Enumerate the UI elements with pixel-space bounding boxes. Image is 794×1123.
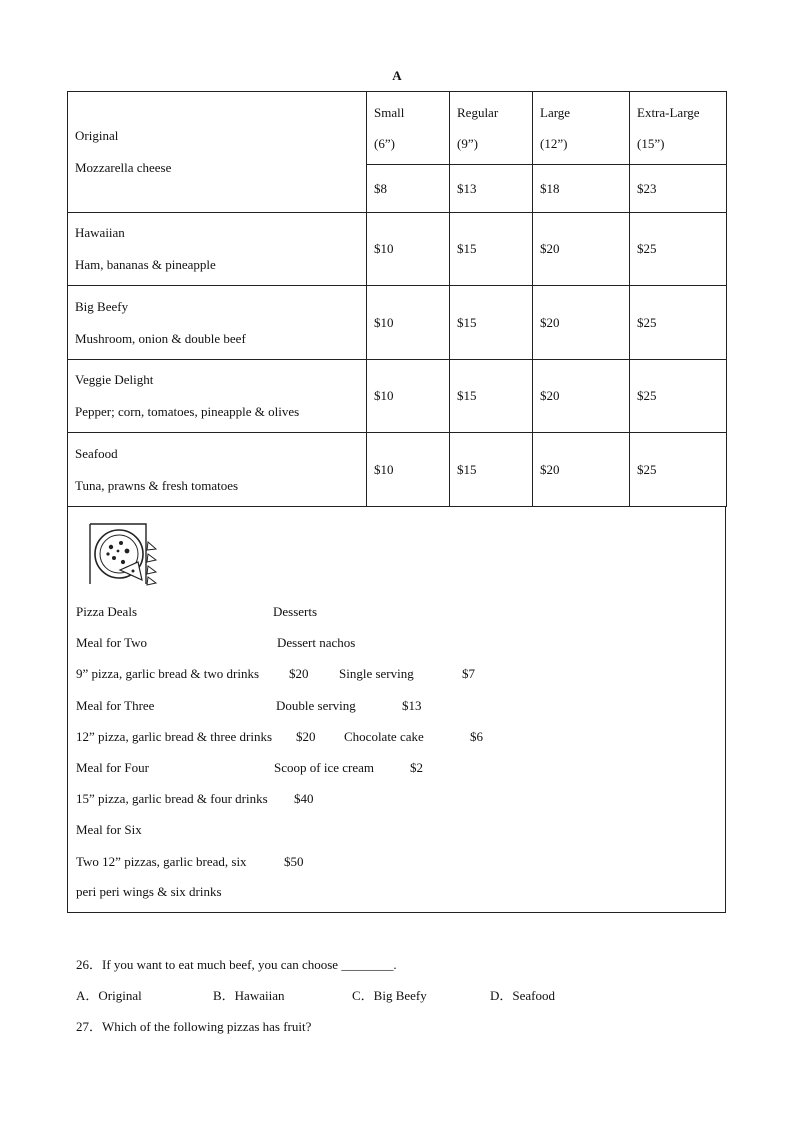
meal-six-desc: Two 12” pizzas, garlic bread, six [76, 854, 247, 869]
meal-three-desc: 12” pizza, garlic bread & three drinks [76, 729, 272, 744]
table-row [68, 286, 727, 360]
meal-six-desc-2: peri peri wings & six drinks [76, 884, 222, 899]
question-26: 26．If you want to eat much beef, you can choose ________. [76, 957, 397, 972]
size-inch: (15”) [637, 136, 665, 151]
size-inch: (6”) [374, 136, 395, 151]
ice-cream-price: $2 [410, 760, 423, 775]
price-cell: $10 [367, 433, 450, 507]
price-cell: $23 [630, 165, 727, 213]
pizza-illustration-icon [86, 522, 166, 588]
meal-two-label: Meal for Two [76, 635, 148, 650]
pizza-name: Seafood [75, 445, 118, 461]
q26-option-a: A．Original [76, 988, 142, 1003]
price-cell: $8 [367, 165, 450, 213]
pizza-name: Hawaiian [75, 225, 125, 240]
size-name: Extra-Large [637, 105, 700, 120]
pizza-deals-heading: Pizza Deals [76, 604, 138, 619]
q26-option-b: B．Hawaiian [213, 988, 285, 1003]
double-serving-price: $13 [402, 698, 422, 713]
pizza-desc: Ham, bananas & pineapple [75, 257, 216, 272]
pizza-name: Original [75, 128, 119, 143]
price-cell: $10 [367, 213, 450, 286]
single-serving-label: Single serving [339, 666, 414, 681]
size-inch: (12”) [540, 136, 568, 151]
size-header-regular [450, 92, 533, 165]
price-cell: $20 [533, 213, 630, 286]
section-label: A [392, 68, 402, 83]
pizza-desc: Tuna, prawns & fresh tomatoes [75, 477, 239, 493]
meal-two-price: $20 [289, 666, 309, 681]
pizza-cell-original [68, 92, 367, 213]
price-cell: $15 [450, 360, 533, 433]
question-27: 27．Which of the following pizzas has fruit? [76, 1019, 312, 1034]
dessert-nachos-label: Dessert nachos [277, 635, 356, 650]
price-cell: $25 [630, 286, 727, 360]
single-serving-price: $7 [462, 666, 475, 681]
pizza-cell-seafood [68, 433, 367, 507]
size-header-large [533, 92, 630, 165]
size-name: Regular [457, 105, 499, 120]
table-row [68, 360, 727, 433]
q26-option-c: C．Big Beefy [352, 988, 427, 1003]
meal-six-label: Meal for Six [76, 822, 142, 837]
size-name: Large [540, 105, 571, 120]
deals-box [67, 506, 726, 913]
price-cell: $25 [630, 433, 727, 507]
table-row [68, 213, 727, 286]
double-serving-label: Double serving [276, 698, 356, 713]
pizza-price-table [67, 91, 727, 507]
chocolate-cake-price: $6 [470, 729, 483, 744]
price-cell: $18 [533, 165, 630, 213]
pizza-desc: Mozzarella cheese [75, 160, 172, 175]
pizza-name: Big Beefy [75, 298, 129, 314]
price-cell: $25 [630, 360, 727, 433]
price-cell: $20 [533, 433, 630, 507]
meal-four-label: Meal for Four [76, 760, 149, 775]
pizza-desc: Pepper; corn, tomatoes, pineapple & olives [75, 404, 300, 419]
size-header-small [367, 92, 450, 165]
price-cell: $25 [630, 213, 727, 286]
price-cell: $15 [450, 433, 533, 507]
pizza-cell-hawaiian [68, 213, 367, 286]
desserts-heading: Desserts [273, 604, 318, 619]
table-row [68, 433, 727, 507]
price-cell: $20 [533, 286, 630, 360]
size-inch: (9”) [457, 136, 478, 151]
pizza-desc: Mushroom, onion & double beef [75, 330, 246, 346]
price-cell: $15 [450, 286, 533, 360]
meal-two-desc: 9” pizza, garlic bread & two drinks [76, 666, 260, 681]
q26-option-d: D．Seafood [490, 988, 555, 1003]
ice-cream-label: Scoop of ice cream [274, 760, 374, 775]
price-cell: $15 [450, 213, 533, 286]
pizza-name: Veggie Delight [75, 372, 154, 387]
meal-three-price: $20 [296, 729, 316, 744]
chocolate-cake-label: Chocolate cake [344, 729, 424, 744]
price-cell: $13 [450, 165, 533, 213]
price-cell: $20 [533, 360, 630, 433]
meal-four-price: $40 [294, 791, 314, 806]
price-cell: $10 [367, 286, 450, 360]
meal-six-price: $50 [284, 854, 304, 869]
meal-four-desc: 15” pizza, garlic bread & four drinks [76, 791, 268, 806]
size-name: Small [374, 105, 405, 120]
size-header-extra-large [630, 92, 727, 165]
pizza-cell-big-beefy [68, 286, 367, 360]
meal-three-label: Meal for Three [76, 698, 155, 713]
pizza-cell-veggie-delight [68, 360, 367, 433]
price-cell: $10 [367, 360, 450, 433]
